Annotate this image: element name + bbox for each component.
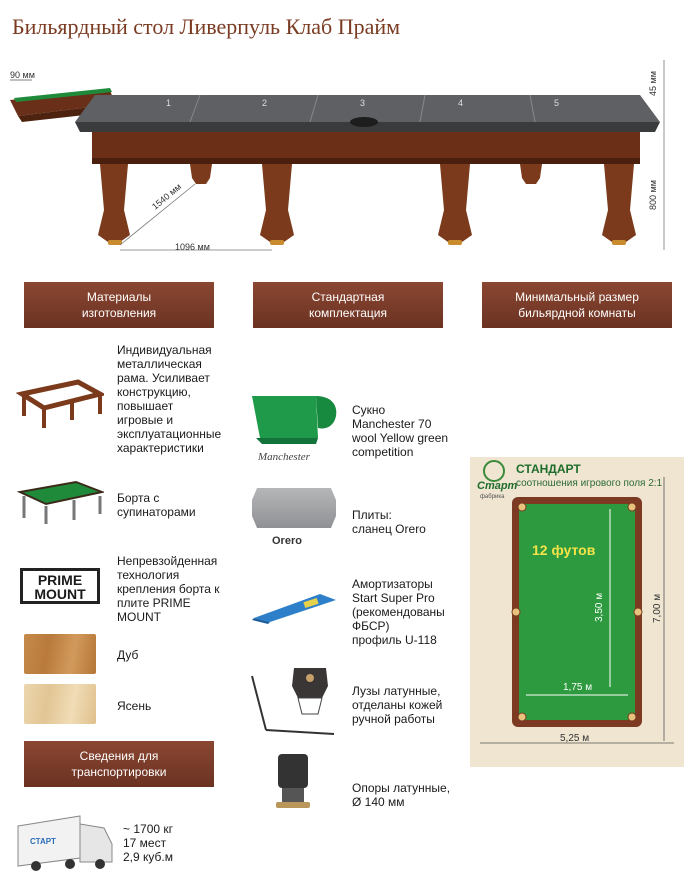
- material-ash-text: Ясень: [117, 699, 152, 713]
- cushion-icon: [250, 588, 340, 624]
- prime-mount-logo: [20, 568, 100, 604]
- standard-slate-text: Плиты: сланец Orero: [352, 508, 426, 536]
- room-width: 5,25 м: [560, 733, 590, 744]
- transport-text: ~ 1700 кг 17 мест 2,9 куб.м: [123, 822, 173, 864]
- room-heading: СТАНДАРТ: [516, 462, 581, 476]
- prime-mount-logo-line2: MOUNT: [34, 586, 86, 602]
- room-length: 7,00 м: [652, 593, 663, 623]
- page-title: Бильярдный стол Ливерпуль Клаб Прайм: [12, 14, 401, 39]
- oak-swatch: [24, 634, 96, 674]
- slab-thickness-label: 45 мм: [648, 71, 658, 96]
- room-inner-length: 3,50 м: [594, 592, 605, 622]
- room-inner-width: 1,75 м: [563, 682, 593, 693]
- slab-number-2: 2: [262, 98, 268, 108]
- truck-icon: [16, 812, 116, 872]
- slate-icon: [252, 488, 336, 528]
- material-primemount-text: Непревзойденная технология крепления борта к плите PRIME MOUNT: [117, 554, 220, 624]
- table-icon: [16, 478, 104, 526]
- length-label: 1096 мм: [175, 242, 210, 252]
- slab-number-5: 5: [554, 98, 560, 108]
- standard-header: Стандартная комплектация: [253, 282, 443, 328]
- material-oak-text: Дуб: [117, 648, 139, 662]
- manchester-brand: Manchester: [258, 451, 310, 463]
- prime-mount-logo-line1: PRIME: [37, 572, 83, 588]
- materials-header: Материалы изготовления: [24, 282, 214, 328]
- room-brand-sub: фабрика: [480, 494, 505, 500]
- room-brand: Старт: [477, 480, 518, 492]
- ash-swatch: [24, 684, 96, 724]
- orero-brand: Orero: [272, 535, 302, 547]
- room-header: Минимальный размер бильярдной комнаты: [482, 282, 672, 328]
- pocket-icon: [248, 664, 340, 740]
- slab-number-3: 3: [360, 98, 366, 108]
- transport-header: Сведения для транспортировки: [24, 741, 214, 787]
- material-frame-text: Индивидуальная металлическая рама. Усиливает конструкцию, повышает игровые и эксплуатационные характеристики: [117, 343, 222, 455]
- standard-feet-text: Опоры латунные, Ø 140 мм: [352, 781, 451, 809]
- truck-logo: СТАРТ: [30, 837, 56, 846]
- width-label: 1540 мм: [150, 181, 184, 212]
- slab-number-4: 4: [458, 98, 464, 108]
- slab-number-1: 1: [166, 98, 172, 108]
- rail-width-label: 90 мм: [10, 70, 35, 80]
- height-label: 800 мм: [648, 180, 658, 210]
- standard-cloth-text: Сукно Manchester 70 wool Yellow green competition: [352, 403, 449, 459]
- material-rails-text: Борта с супинаторами: [117, 491, 196, 519]
- standard-pockets-text: Лузы латунные, отделаны кожей ручной работы: [352, 684, 443, 726]
- table-apron: [92, 132, 640, 162]
- room-size-label: 12 футов: [532, 542, 596, 558]
- room-subheading: соотношения игрового поля 2:1: [516, 478, 663, 489]
- standard-cushion-text: Амортизаторы Start Super Pro (рекомендованы ФБСР) профиль U-118: [352, 577, 445, 647]
- cloth-icon: [246, 390, 342, 446]
- billiard-table-illustration: [0, 60, 690, 260]
- frame-icon: [16, 372, 104, 432]
- foot-icon: [268, 752, 318, 812]
